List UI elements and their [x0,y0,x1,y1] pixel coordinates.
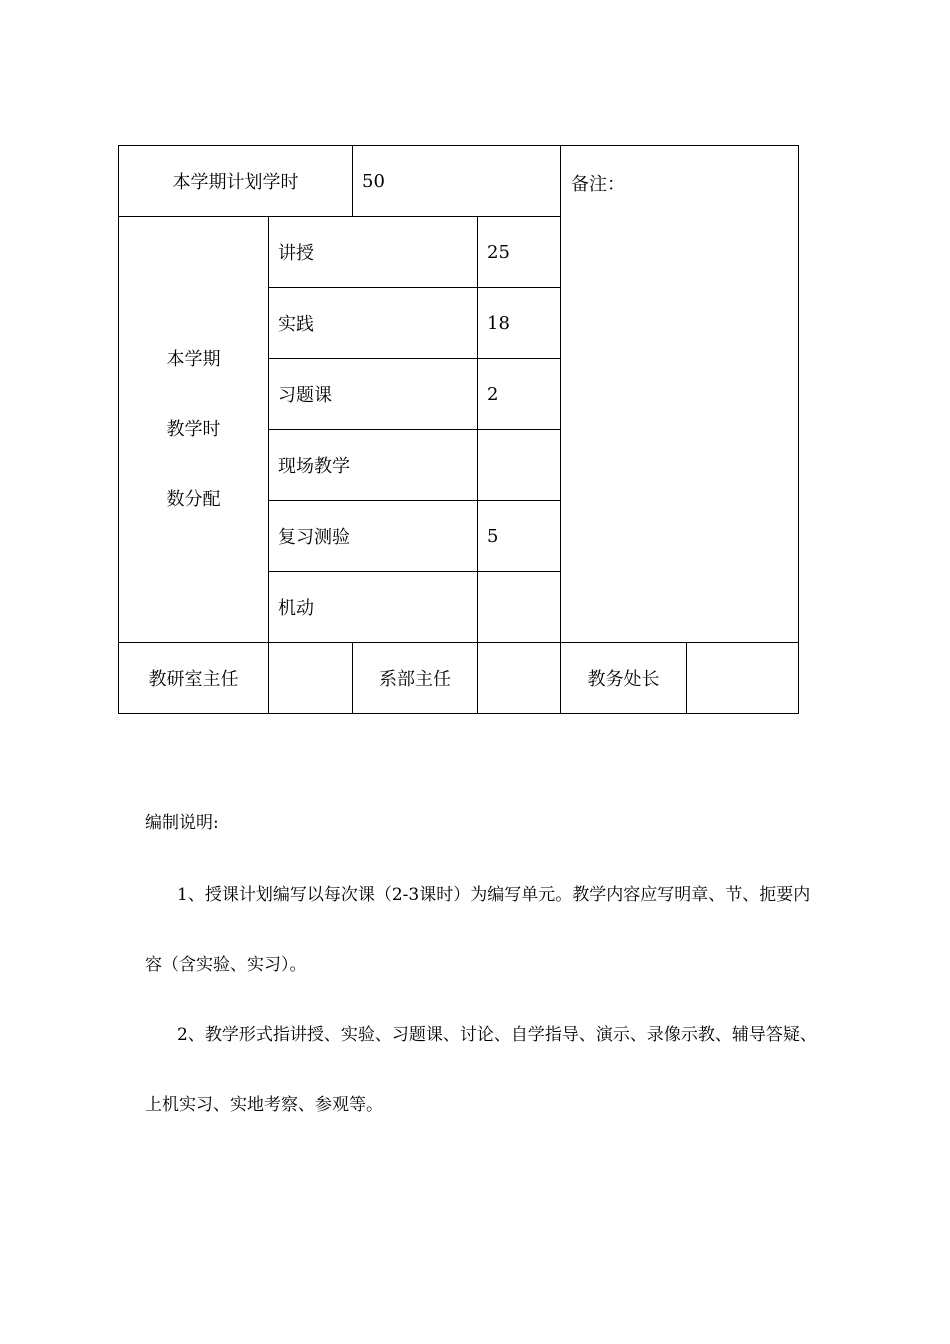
department-head-label: 系部主任 [353,643,478,714]
notes-item-2-line-1: 2、教学形式指讲授、实验、习题课、讨论、自学指导、演示、录像示教、辅导答疑、 [177,1025,817,1045]
remarks-label: 备注： [571,174,625,195]
planned-hours-label: 本学期计划学时 [119,146,353,217]
allocation-row-value [478,572,561,643]
notes-item-1-line-1: 1、授课计划编写以每次课（2-3课时）为编写单元。教学内容应写明章、节、扼要内 [177,885,811,905]
allocation-row-label: 现场教学 [269,430,478,501]
notes-item-2-line-2: 上机实习、实地考察、参观等。 [145,1095,383,1115]
allocation-row-value: 25 [478,217,561,288]
allocation-row-value: 2 [478,359,561,430]
remarks-cell [561,146,799,643]
allocation-row-value: 5 [478,501,561,572]
planned-hours-value: 50 [353,146,561,217]
hours-allocation-table [118,145,799,714]
allocation-row-label: 实践 [269,288,478,359]
allocation-row-value [478,430,561,501]
allocation-label-line-1: 本学期 [166,348,221,370]
allocation-label-cell [119,217,269,643]
allocation-label-line-3: 数分配 [166,488,221,510]
allocation-row-value: 18 [478,288,561,359]
allocation-row-label: 机动 [269,572,478,643]
teaching-office-director-label: 教研室主任 [119,643,269,714]
academic-affairs-head-signature [687,643,799,714]
allocation-row-label: 复习测验 [269,501,478,572]
notes-item-1-line-2: 容（含实验、实习）。 [145,955,307,975]
department-head-signature [478,643,561,714]
academic-affairs-head-label: 教务处长 [561,643,687,714]
notes-title: 编制说明: [145,813,219,833]
teaching-office-director-signature [269,643,353,714]
allocation-row-label: 习题课 [269,359,478,430]
allocation-row-label: 讲授 [269,217,478,288]
allocation-label-line-2: 教学时 [166,418,221,440]
